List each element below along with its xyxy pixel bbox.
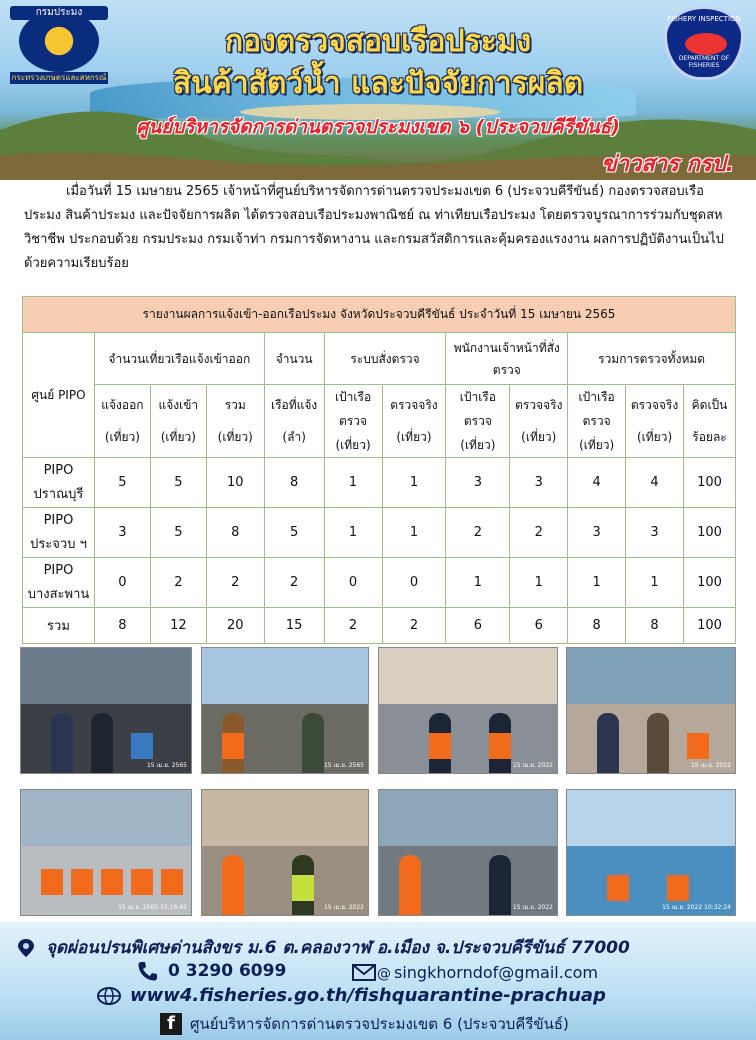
sub-target-officer: เป้าเรือตรวจ (เที่ยว) [446,385,510,458]
header-count: จำนวน [264,333,324,385]
page-title-line2: สินค้าสัตว์น้ำ และปัจจัยการผลิต [172,66,584,101]
sub-percent: คิดเป็น ร้อยละ [684,385,736,458]
photo-inspection-3: 15 เม.ย. 2022 [378,647,558,774]
report-table [22,296,736,644]
globe-icon [96,986,122,1006]
sub-in: แจ้งเข้า (เที่ยว) [150,385,206,458]
facebook-icon: f [160,1013,182,1035]
header-center: ศูนย์ PIPO [23,333,95,458]
header-banner [0,0,756,180]
contact-footer [0,922,756,1040]
intro-text: เมื่อวันที่ 15 เมษายน 2565 เจ้าหน้าที่ศูนย์บริหารจัดการด่านตรวจประมงเขต 6 (ประจวบคีรีขันธ์) กองตรวจสอบเรือประมง สินค้าประมง และปัจจัยการผลิต ได้ตรวจสอบเรือประมงพาณิชย์ ณ ท่าเทียบเรือประมง โดยตรวจบูรณาการร่วมกับชุดสหวิชาชีพ ประกอบด้วย กรมประมง กรมเจ้าท่า กรมการจัดหางาน และกรมสวัสดิการและคุ้มครองแรงงาน ผลการปฏิบัติงานเป็นไปด้วยความเรียบร้อย [24,184,724,271]
header-trips: จำนวนเที่ยวเรือแจ้งเข้าออก [94,333,264,385]
sub-out: แจ้งออก (เที่ยว) [94,385,150,458]
photo-inspection-5: 15 เม.ย. 2565 15:16:42 [20,789,192,916]
sub-actual-system: ตรวจจริง (เที่ยว) [382,385,446,458]
footer-facebook: f ศูนย์บริหารจัดการด่านตรวจประมงเขต 6 (ประจวบคีรีขันธ์) [160,1012,569,1036]
logo-footer: กระทรวงเกษตรและสหกรณ์ [11,73,107,82]
photo-inspection-2: 15 เม.ย. 2565 [201,647,369,774]
badge-top-text: FISHERY INSPECTION [667,15,741,23]
badge-bottom-text: DEPARTMENT OF FISHERIES [678,55,730,69]
footer-phone: 0 3290 6099 [136,960,286,982]
page-title-line1: กองตรวจสอบเรือประมง [224,24,532,59]
photo-inspection-6: 15 เม.ย. 2022 [201,789,369,916]
sub-target-system: เป้าเรือตรวจ (เที่ยว) [324,385,382,458]
svg-text:@: @ [377,966,391,982]
photo-inspection-4: 15 เม.ย. 2022 [566,647,736,774]
news-tag: ข่าวสาร กรป. [601,152,734,177]
table-row: PIPO ปราณบุรี 5 5 10 8 1 1 3 3 4 4 100 [23,458,736,508]
table-total-row: รวม 8 12 20 15 2 2 6 6 8 8 100 [23,608,736,644]
photo-grid [20,647,736,917]
sub-actual-total: ตรวจจริง (เที่ยว) [626,385,684,458]
location-icon [14,938,38,958]
footer-website: www4.fisheries.go.th/fishquarantine-prachuap [96,985,606,1006]
header-total-inspect: รวมการตรวจทั้งหมด [568,333,736,385]
photo-inspection-7: 15 เม.ย. 2022 [378,789,558,916]
logo-caption: กรมประมง [10,6,108,20]
sub-boats: เรือที่แจ้ง (ลำ) [264,385,324,458]
header-officer: พนักงานเจ้าหน้าที่สั่งตรวจ [446,333,568,385]
intro-paragraph [24,180,740,276]
photo-inspection-1: 15 เม.ย. 2565 [20,647,192,774]
phone-icon [136,960,160,982]
page-subtitle: ศูนย์บริหารจัดการด่านตรวจประมงเขต ๖ (ประจวบคีรีขันธ์) [136,116,620,138]
sub-target-total: เป้าเรือตรวจ (เที่ยว) [568,385,626,458]
email-icon [352,962,391,982]
table-row: PIPO บางสะพาน 0 2 2 2 0 0 1 1 1 1 100 [23,558,736,608]
footer-address: จุดผ่อนปรนพิเศษด่านสิงขร ม.6 ต.คลองวาฬ อ.เมือง จ.ประจวบคีรีขันธ์ 77000 [14,934,630,961]
table-caption: รายงานผลการแจ้งเข้า-ออกเรือประมง จังหวัดประจวบคีรีขันธ์ ประจำวันที่ 15 เมษายน 2565 [23,297,736,333]
photo-inspection-8: 15 เม.ย. 2022 10:32:24 [566,789,736,916]
footer-email: @ singkhorndof@gmail.com [352,962,598,982]
sub-actual-officer: ตรวจจริง (เที่ยว) [510,385,568,458]
sub-sum: รวม (เที่ยว) [206,385,264,458]
header-system: ระบบสั่งตรวจ [324,333,446,385]
table-row: PIPO ประจวบ ฯ 3 5 8 5 1 1 2 2 3 3 100 [23,508,736,558]
